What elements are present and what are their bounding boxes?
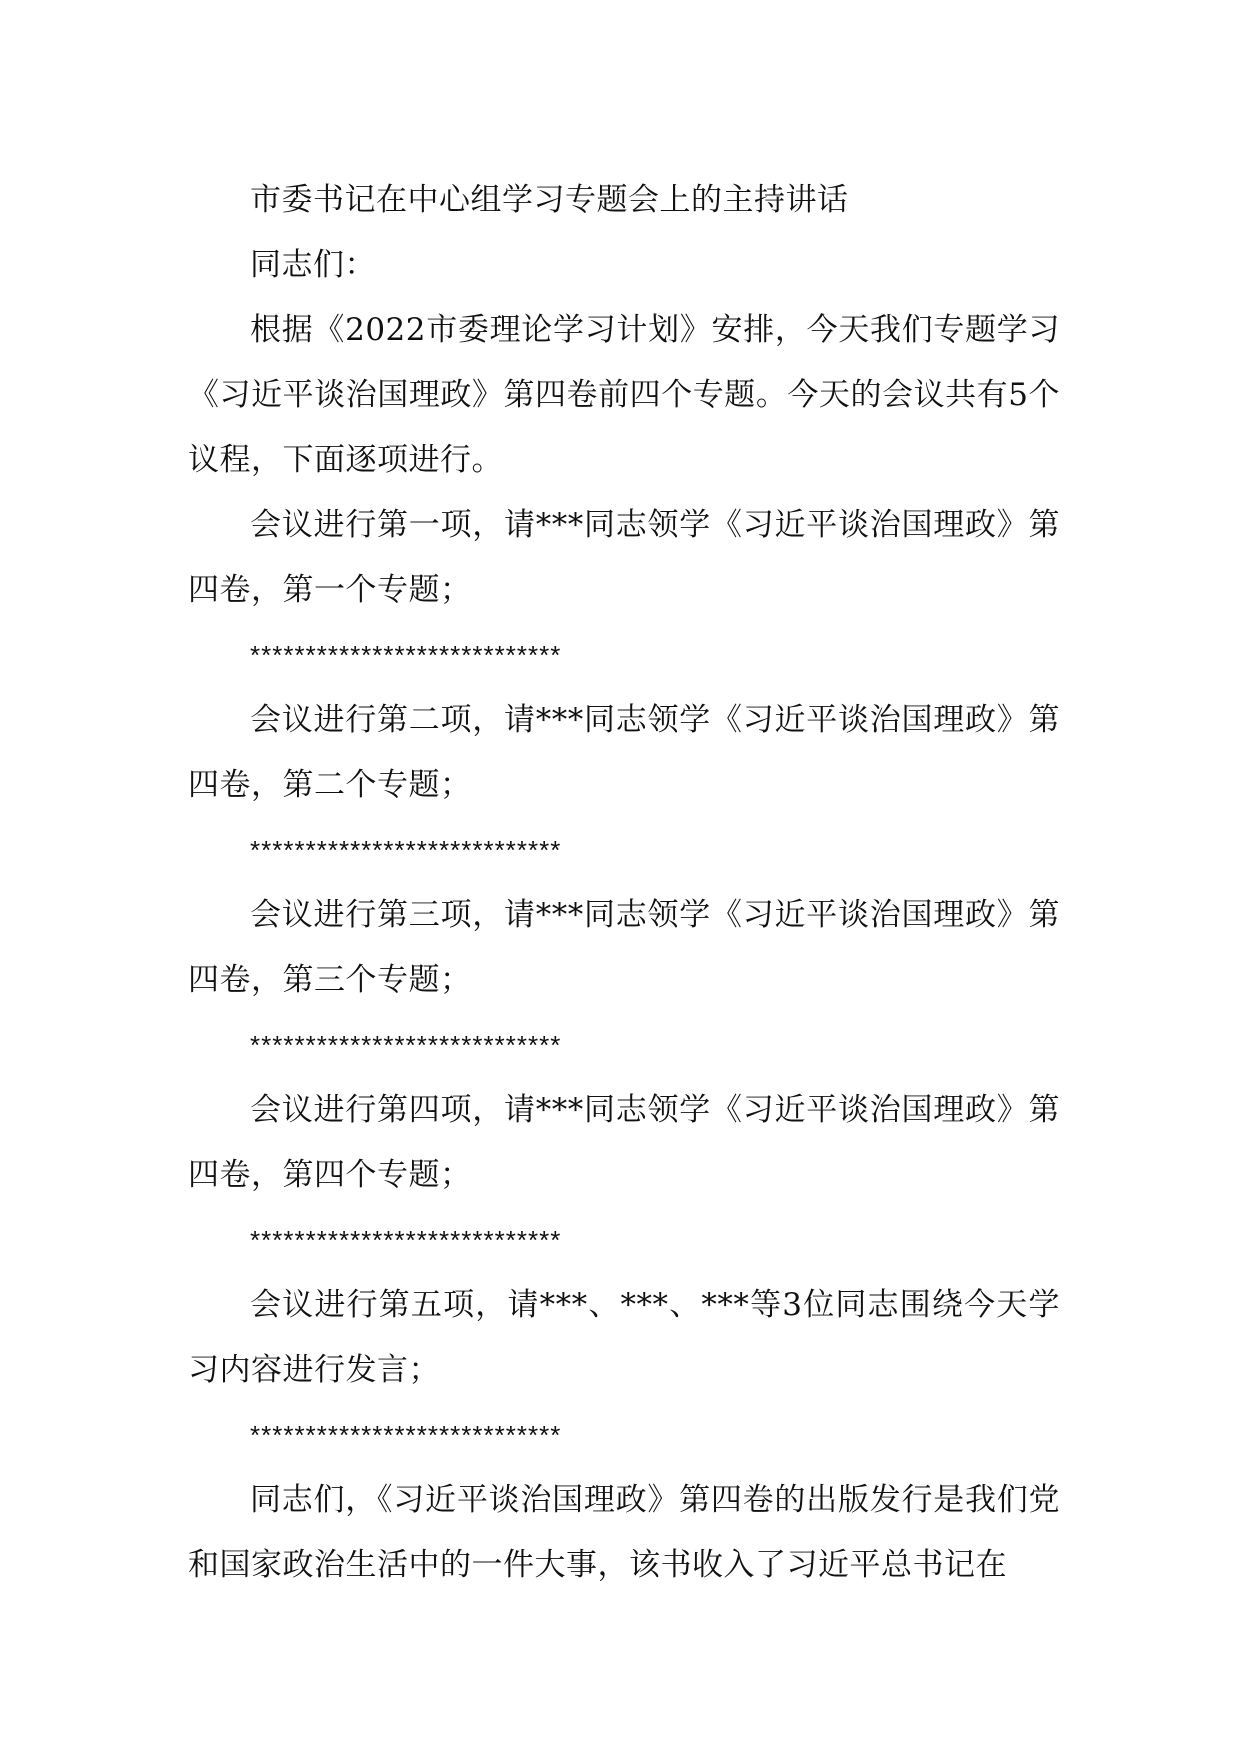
agenda-item-2: 会议进行第二项，请***同志领学《习近平谈治国理政》第四卷，第二个专题； bbox=[188, 702, 1060, 803]
placeholder-stars-1: **************************** bbox=[250, 640, 562, 670]
agenda-item-1: 会议进行第一项，请***同志领学《习近平谈治国理政》第四卷，第一个专题； bbox=[188, 507, 1060, 608]
placeholder-stars-5: **************************** bbox=[250, 1420, 562, 1450]
intro-paragraph: 根据《2022市委理论学习计划》安排，今天我们专题学习《习近平谈治国理政》第四卷前四个专题。今天的会议共有5个议程，下面逐项进行。 bbox=[188, 312, 1060, 478]
placeholder-stars-2: **************************** bbox=[250, 835, 562, 865]
agenda-item-5: 会议进行第五项，请***、***、***等3位同志围绕今天学习内容进行发言； bbox=[188, 1287, 1060, 1388]
closing-paragraph: 同志们，《习近平谈治国理政》第四卷的出版发行是我们党和国家政治生活中的一件大事，该书收入了习近平总书记在 bbox=[188, 1482, 1060, 1583]
agenda-item-3: 会议进行第三项，请***同志领学《习近平谈治国理政》第四卷，第三个专题； bbox=[188, 897, 1060, 998]
salutation: 同志们： bbox=[250, 247, 376, 283]
placeholder-stars-3: **************************** bbox=[250, 1030, 562, 1060]
document-title: 市委书记在中心组学习专题会上的主持讲话 bbox=[250, 182, 849, 218]
placeholder-stars-4: **************************** bbox=[250, 1225, 562, 1255]
document-body bbox=[188, 168, 1060, 1598]
agenda-item-4: 会议进行第四项，请***同志领学《习近平谈治国理政》第四卷，第四个专题； bbox=[188, 1092, 1060, 1193]
